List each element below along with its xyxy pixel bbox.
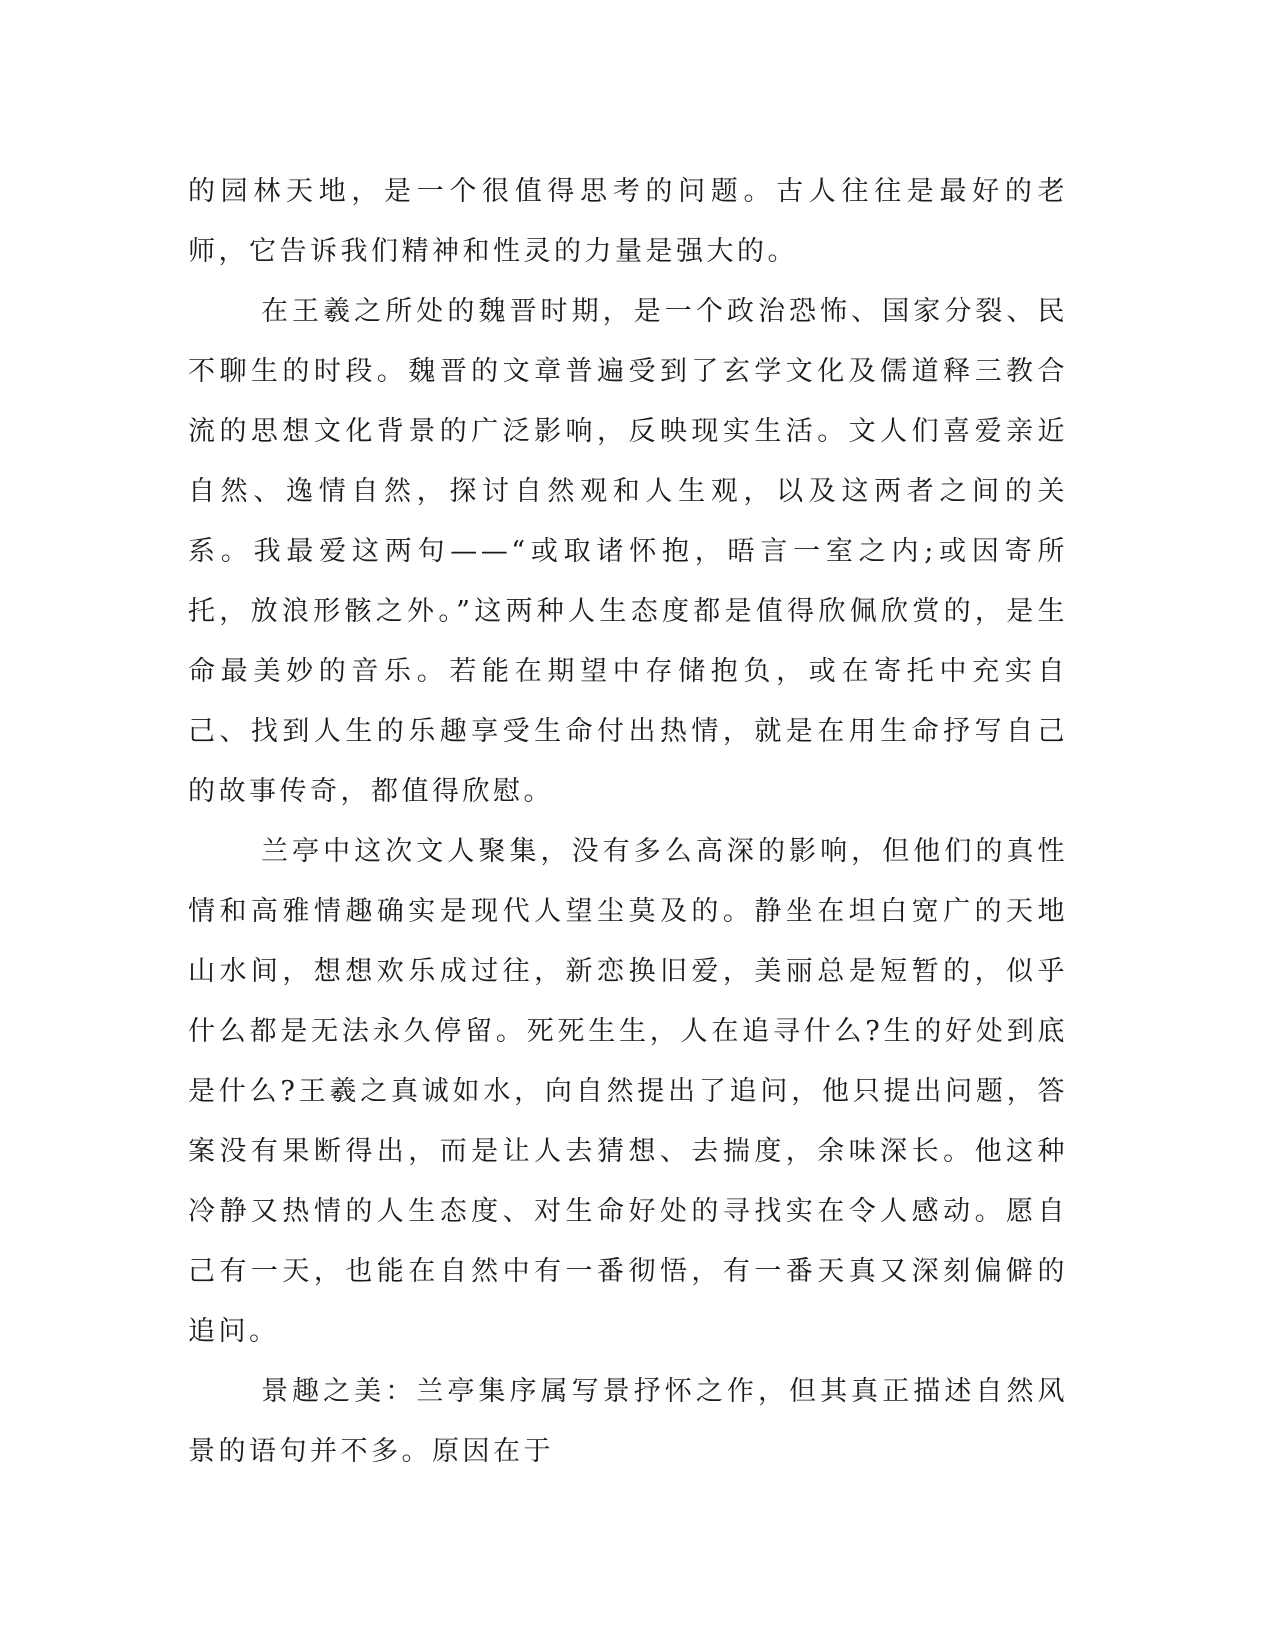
paragraph-continuation: 的园林天地，是一个很值得思考的问题。古人往往是最好的老师，它告诉我们精神和性灵的力量是强大的。	[188, 176, 1068, 267]
paragraph-scenery-beauty: 景趣之美：兰亭集序属写景抒怀之作，但其真正描述自然风景的语句并不多。原因在于	[188, 1376, 1068, 1467]
document-body	[188, 162, 1068, 1482]
paragraph-lanting-gathering: 兰亭中这次文人聚集，没有多么高深的影响，但他们的真性情和高雅情趣确实是现代人望尘莫及的。静坐在坦白宽广的天地山水间，想想欢乐成过往，新恋换旧爱，美丽总是短暂的，似乎什么都是无法永久停留。死死生生，人在追寻什么?生的好处到底是什么?王羲之真诚如水，向自然提出了追问，他只提出问题，答案没有果断得出，而是让人去猜想、去揣度，余味深长。他这种冷静又热情的人生态度、对生命好处的寻找实在令人感动。愿自己有一天，也能在自然中有一番彻悟，有一番天真又深刻偏僻的追问。	[188, 836, 1068, 1347]
paragraph-wei-jin-period: 在王羲之所处的魏晋时期，是一个政治恐怖、国家分裂、民不聊生的时段。魏晋的文章普遍受到了玄学文化及儒道释三教合流的思想文化背景的广泛影响，反映现实生活。文人们喜爱亲近自然、逸情自然，探讨自然观和人生观，以及这两者之间的关系。我最爱这两句——“或取诸怀抱，晤言一室之内;或因寄所托，放浪形骸之外。”这两种人生态度都是值得欣佩欣赏的，是生命最美妙的音乐。若能在期望中存储抱负，或在寄托中充实自己、找到人生的乐趣享受生命付出热情，就是在用生命抒写自己的故事传奇，都值得欣慰。	[188, 296, 1068, 807]
